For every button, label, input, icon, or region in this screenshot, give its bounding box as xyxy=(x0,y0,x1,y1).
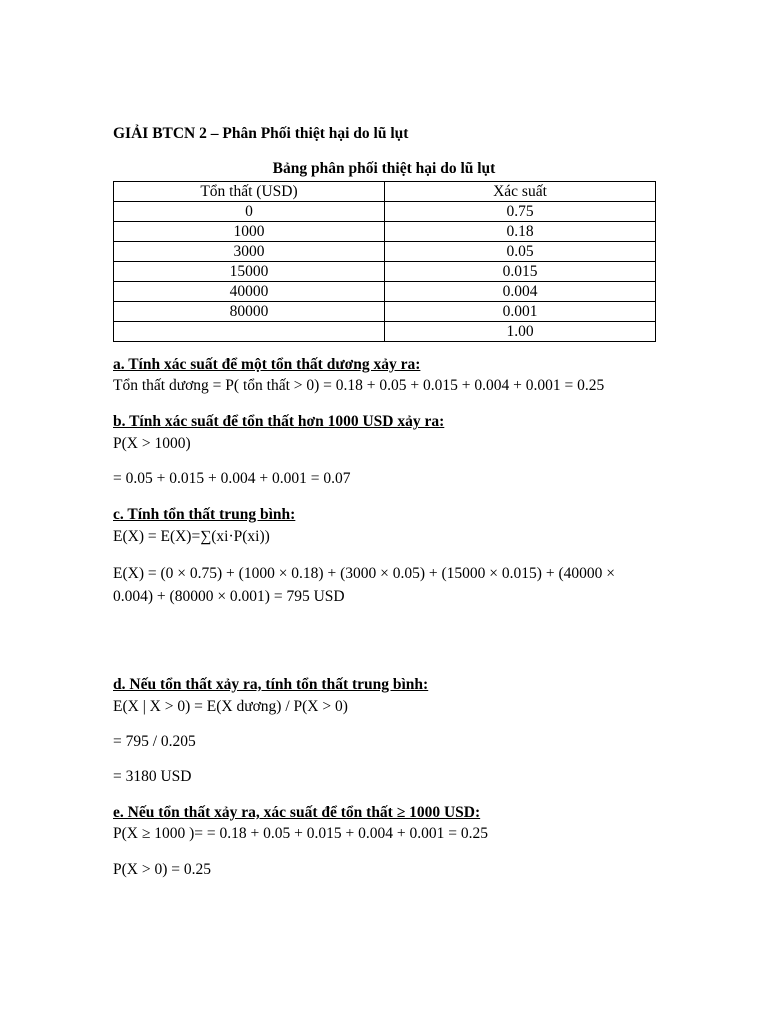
distribution-table xyxy=(113,181,656,342)
section-a-line: Tổn thất dương = P( tổn thất > 0) = 0.18 + 0.05 + 0.015 + 0.004 + 0.001 = 0.25 xyxy=(113,377,605,394)
cell-loss: 80000 xyxy=(114,302,385,322)
section-e-line: P(X ≥ 1000 )= = 0.18 + 0.05 + 0.015 + 0.004 + 0.001 = 0.25 xyxy=(113,825,488,842)
section-c-heading: c. Tính tổn thất trung bình: xyxy=(113,506,296,523)
table-row xyxy=(114,242,656,262)
section-b-heading: b. Tính xác suất để tổn thất hơn 1000 USD xảy ra: xyxy=(113,413,445,430)
cell-loss xyxy=(114,322,385,342)
cell-loss: 3000 xyxy=(114,242,385,262)
table-total-row xyxy=(114,322,656,342)
section-d-line: = 3180 USD xyxy=(113,768,192,785)
section-e-line: P(X > 0) = 0.25 xyxy=(113,861,211,878)
table-row xyxy=(114,222,656,242)
cell-probability: 0.05 xyxy=(385,242,656,262)
cell-probability: 0.18 xyxy=(385,222,656,242)
section-e-heading: e. Nếu tổn thất xảy ra, xác suất để tổn thất ≥ 1000 USD: xyxy=(113,804,481,821)
section-c-line: E(X) = E(X)=∑(xi·P(xi)) xyxy=(113,528,270,545)
header-loss: Tổn thất (USD) xyxy=(114,182,385,202)
header-probability: Xác suất xyxy=(385,182,656,202)
section-d-heading: d. Nếu tổn thất xảy ra, tính tổn thất trung bình: xyxy=(113,676,429,693)
section-a-heading: a. Tính xác suất để một tổn thất dương xảy ra: xyxy=(113,356,421,373)
cell-probability: 0.015 xyxy=(385,262,656,282)
table-row xyxy=(114,262,656,282)
section-b-line: P(X > 1000) xyxy=(113,435,191,452)
cell-loss: 40000 xyxy=(114,282,385,302)
document-title: GIẢI BTCN 2 – Phân Phối thiệt hại do lũ lụt xyxy=(113,125,409,142)
cell-probability: 0.001 xyxy=(385,302,656,322)
cell-loss: 15000 xyxy=(114,262,385,282)
table-caption: Bảng phân phối thiệt hại do lũ lụt xyxy=(272,160,496,177)
section-d-line: E(X | X > 0) = E(X dương) / P(X > 0) xyxy=(113,698,348,715)
section-d-line: = 795 / 0.205 xyxy=(113,733,196,750)
section-b-line: = 0.05 + 0.015 + 0.004 + 0.001 = 0.07 xyxy=(113,470,351,487)
table-row xyxy=(114,282,656,302)
cell-probability: 0.75 xyxy=(385,202,656,222)
table-header-row xyxy=(114,182,656,202)
table-row xyxy=(114,202,656,222)
cell-loss: 1000 xyxy=(114,222,385,242)
cell-probability-total: 1.00 xyxy=(385,322,656,342)
table-row xyxy=(114,302,656,322)
cell-loss: 0 xyxy=(114,202,385,222)
cell-probability: 0.004 xyxy=(385,282,656,302)
section-c-line: E(X) = (0 × 0.75) + (1000 × 0.18) + (3000 × 0.05) + (15000 × 0.015) + (40000 × 0.004) + (80000 × 0.001) = 795 USD xyxy=(113,565,615,605)
